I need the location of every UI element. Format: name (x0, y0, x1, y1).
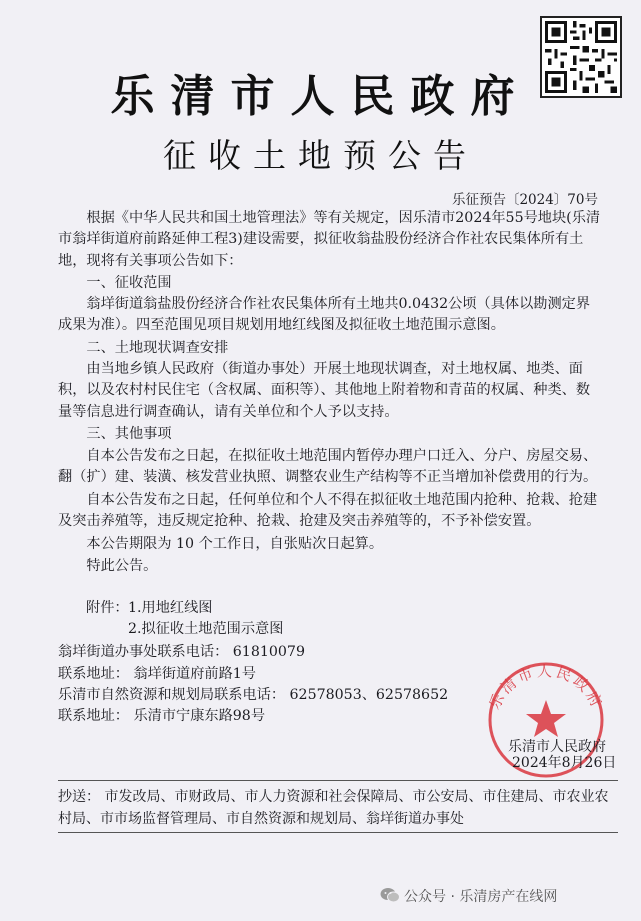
watermark (380, 886, 557, 907)
contact-phone-resources-bureau: 乐清市自然资源和规划局联系电话： 62578053、62578652 (58, 687, 449, 703)
cc-bottom-rule (58, 832, 618, 833)
issuing-authority-title: 乐清市人民政府 (110, 71, 531, 122)
closing-remark: 特此公告。 (86, 558, 158, 574)
attachment-item-1: 1.用地红线图 (128, 600, 213, 616)
watermark-text: 公众号 · 乐清房产在线网 (404, 889, 558, 905)
section-1-heading: 一、征收范围 (86, 275, 172, 291)
contact-address-resources-bureau: 联系地址： 乐清市宁康东路98号 (58, 708, 266, 724)
section-2-text: 由当地乡镇人民政府（街道办事处）开展土地现状调查，对土地权属、地类、面积，以及农村村民住宅（含权属、面积等）、其他地上附着物和青苗的权属、种类、数量等信息进行调查确认，请有关单位和个人予以支持。 (58, 361, 591, 420)
document-number: 乐征预告〔2024〕70号 (451, 192, 598, 208)
svg-text:乐清市人民政府: 乐清市人民政府 (485, 662, 607, 713)
document-title: 征收土地预公告 (163, 136, 478, 175)
attachment-item-2: 2.拟征收土地范围示意图 (128, 621, 284, 637)
signing-date: 2024年8月26日 (512, 755, 617, 771)
contact-address-street-office: 联系地址： 翁垟街道府前路1号 (58, 666, 256, 682)
signing-organization: 乐清市人民政府 (508, 739, 606, 755)
intro-paragraph: 根据《中华人民共和国土地管理法》等有关规定，因乐清市2024年55号地块(乐清市翁垟街道府前路延伸工程3)建设需要，拟征收翁盐股份经济合作社农民集体所有土地，现将有关事项公告如下： (58, 210, 601, 269)
wechat-icon (380, 887, 400, 907)
contact-phone-street-office: 翁垟街道办事处联系电话： 61810079 (58, 644, 305, 660)
section-1-text: 翁垟街道翁盐股份经济合作社农民集体所有土地共0.0432公顷（具体以勘测定界成果为准）。四至范围见项目规划用地红线图及拟征收土地范围示意图。 (58, 296, 591, 334)
section-3-heading: 三、其他事项 (86, 426, 172, 442)
section-3-text-2: 自本公告发布之日起，任何单位和个人不得在拟征收土地范围内抢种、抢栽、抢建及突击养殖等，违反规定抢种、抢栽、抢建及突击养殖等的，不予补偿安置。 (58, 492, 598, 530)
attachments-label: 附件： (86, 600, 129, 616)
section-2-heading: 二、土地现状调查安排 (86, 340, 229, 356)
section-3-text-1: 自本公告发布之日起，在拟征收土地范围内暂停办理户口迁入、分户、房屋交易、翻（扩）建、装潢、核发营业执照、调整农业生产结构等不正当增加补偿费用的行为。 (58, 448, 598, 486)
cc-top-rule (58, 780, 618, 781)
notice-period: 本公告期限为 10 个工作日，自张贴次日起算。 (86, 536, 384, 552)
cc-distribution-list: 抄送： 市发改局、市财政局、市人力资源和社会保障局、市公安局、市住建局、市农业农村局、市市场监督管理局、市自然资源和规划局、翁垟街道办事处 (58, 789, 609, 827)
